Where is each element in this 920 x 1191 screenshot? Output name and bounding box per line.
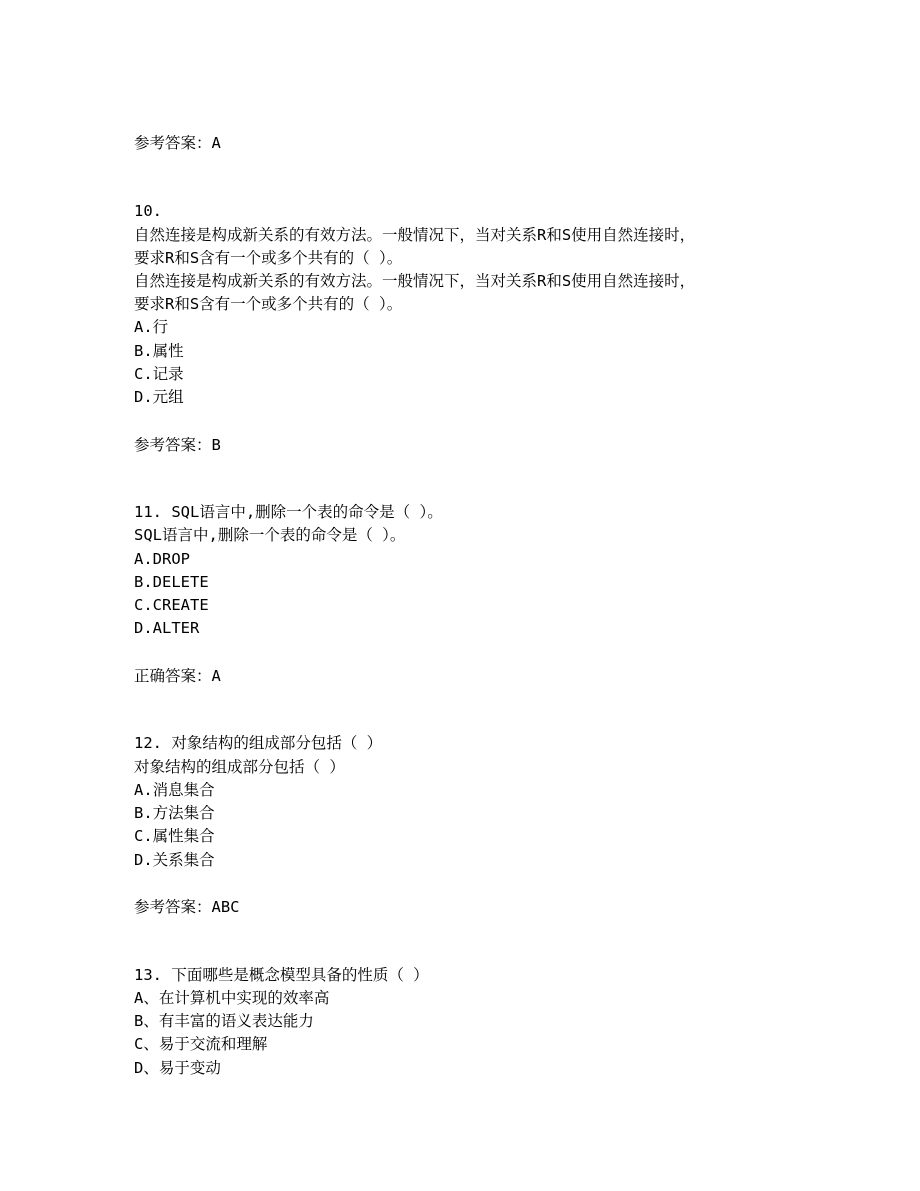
question-stem: 要求R和S含有一个或多个共有的（ ）。 <box>134 249 403 267</box>
answer-line: 参考答案：B <box>134 436 221 454</box>
question-stem: SQL语言中,删除一个表的命令是（ ）。 <box>134 526 406 544</box>
option: B、有丰富的语义表达能力 <box>134 1012 314 1030</box>
option: A、在计算机中实现的效率高 <box>134 989 330 1007</box>
option: A.行 <box>134 318 169 336</box>
answer-line: 参考答案：A <box>134 134 221 152</box>
question-stem: 对象结构的组成部分包括（ ） <box>134 758 345 776</box>
option: B.方法集合 <box>134 804 215 822</box>
question-stem: 自然连接是构成新关系的有效方法。一般情况下，当对关系R和S使用自然连接时， <box>134 226 696 244</box>
option: C.属性集合 <box>134 827 215 845</box>
answer-line: 正确答案：A <box>134 667 221 685</box>
option: D.ALTER <box>134 619 200 637</box>
question-stem: 要求R和S含有一个或多个共有的（ ）。 <box>134 295 403 313</box>
question-title: 11. SQL语言中,删除一个表的命令是（ ）。 <box>134 503 443 521</box>
question-title: 13. 下面哪些是概念模型具备的性质（ ） <box>134 966 429 984</box>
question-number: 10. <box>134 202 162 220</box>
question-title: 12. 对象结构的组成部分包括（ ） <box>134 734 383 752</box>
option: A.消息集合 <box>134 781 215 799</box>
option: A.DROP <box>134 550 190 568</box>
option: D.关系集合 <box>134 851 215 869</box>
option: C.记录 <box>134 365 184 383</box>
option: C、易于交流和理解 <box>134 1035 268 1053</box>
option: B.DELETE <box>134 573 209 591</box>
option: B.属性 <box>134 342 184 360</box>
option: D、易于变动 <box>134 1059 221 1077</box>
answer-line: 参考答案：ABC <box>134 898 240 916</box>
question-stem: 自然连接是构成新关系的有效方法。一般情况下，当对关系R和S使用自然连接时， <box>134 272 696 290</box>
option: C.CREATE <box>134 596 209 614</box>
option: D.元组 <box>134 388 184 406</box>
